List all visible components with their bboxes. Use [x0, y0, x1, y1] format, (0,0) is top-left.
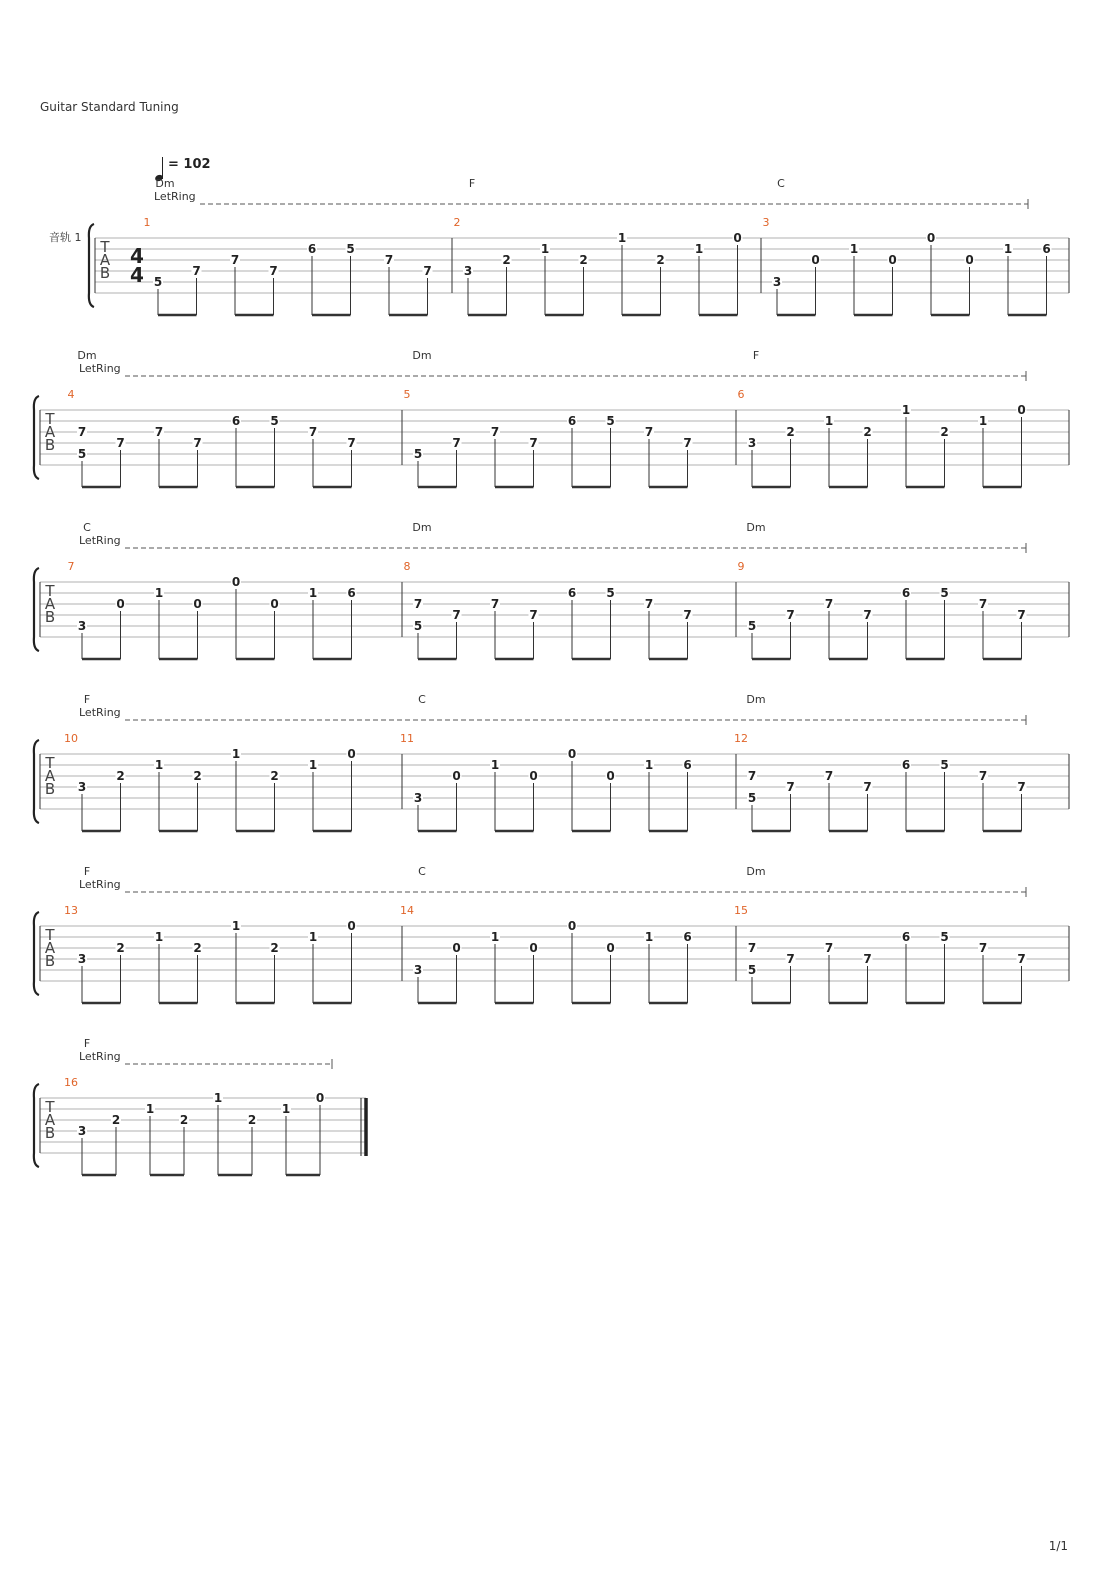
tuning-label: Guitar Standard Tuning [40, 100, 179, 114]
measure-number: 1 [143, 216, 151, 229]
measure-number: 6 [737, 388, 745, 401]
chord-name: F [83, 865, 91, 878]
tab-system-3 [0, 512, 1110, 682]
tab-clef-letter: T [100, 238, 110, 256]
measure-number: 10 [64, 732, 78, 745]
fret-number: 7 [423, 264, 432, 278]
fret-number: 1 [231, 747, 241, 761]
fret-number: 2 [656, 253, 665, 267]
fret-number: 3 [77, 780, 87, 794]
measure-number: 15 [734, 904, 748, 917]
fret-number: 7 [116, 436, 125, 450]
fret-number: 5 [413, 447, 423, 461]
fret-number: 7 [1017, 608, 1026, 622]
tab-clef-letter: T [45, 1098, 55, 1116]
measure-number: 14 [400, 904, 414, 917]
tab-system-2 [0, 340, 1110, 510]
fret-number: 3 [747, 436, 757, 450]
fret-number: 7 [230, 253, 240, 267]
measure-number: 16 [64, 1076, 78, 1089]
fret-number: 5 [270, 414, 279, 428]
fret-number: 7 [978, 941, 988, 955]
chord-name: Dm [77, 349, 97, 362]
fret-number: 6 [231, 414, 241, 428]
fret-number: 2 [193, 769, 202, 783]
fret-number: 5 [747, 963, 757, 977]
tab-clef-letter: B [44, 436, 56, 454]
measure-15 [734, 865, 1069, 1003]
fret-number: 7 [529, 436, 538, 450]
fret-number: 7 [863, 952, 872, 966]
fret-number: 7 [747, 941, 757, 955]
fret-number: 7 [824, 941, 834, 955]
chord-name: C [418, 693, 426, 706]
fret-number: 7 [786, 780, 795, 794]
measure-12 [734, 693, 1069, 831]
fret-number: 7 [644, 597, 654, 611]
fret-number: 7 [193, 436, 202, 450]
fret-number: 1 [644, 758, 654, 772]
fret-number: 7 [786, 952, 795, 966]
tab-clef-letter: A [44, 767, 56, 785]
fret-number: 1 [490, 930, 500, 944]
fret-number: 2 [270, 769, 279, 783]
fret-number: 2 [579, 253, 588, 267]
fret-number: 5 [940, 586, 949, 600]
tab-clef-letter: B [44, 952, 56, 970]
time-signature-top: 4 [130, 244, 144, 268]
fret-number: 1 [490, 758, 500, 772]
system-bracket [89, 224, 94, 307]
fret-number: 5 [413, 619, 423, 633]
fret-number: 5 [606, 414, 615, 428]
measure-number: 7 [67, 560, 75, 573]
fret-number: 1 [231, 919, 241, 933]
measure-number: 11 [400, 732, 414, 745]
tab-system-1 [0, 168, 1110, 338]
fret-number: 6 [567, 586, 577, 600]
fret-number: 1 [540, 242, 550, 256]
fret-number: 3 [77, 952, 87, 966]
fret-number: 5 [346, 242, 355, 256]
fret-number: 1 [978, 414, 988, 428]
let-ring-label: LetRing [79, 362, 121, 375]
let-ring-label: LetRing [154, 190, 196, 203]
fret-number: 1 [824, 414, 834, 428]
fret-number: 6 [901, 586, 911, 600]
system-bracket [34, 568, 39, 651]
fret-number: 7 [683, 436, 692, 450]
fret-number: 7 [192, 264, 201, 278]
fret-number: 1 [849, 242, 859, 256]
fret-number: 2 [111, 1113, 121, 1127]
measure-number: 9 [737, 560, 745, 573]
fret-number: 7 [77, 425, 87, 439]
fret-number: 7 [978, 597, 988, 611]
fret-number: 7 [490, 597, 500, 611]
tab-clef-letter: B [44, 780, 56, 798]
fret-number: 7 [269, 264, 278, 278]
fret-number: 1 [145, 1102, 155, 1116]
fret-number: 3 [772, 275, 782, 289]
fret-number: 0 [193, 597, 202, 611]
tab-clef-letter: A [99, 251, 111, 269]
chord-name: Dm [155, 177, 175, 190]
fret-number: 1 [308, 758, 318, 772]
fret-number: 2 [179, 1113, 189, 1127]
tempo-value: = 102 [168, 157, 211, 172]
tab-clef-letter: T [45, 582, 55, 600]
tab-clef-letter: B [44, 1124, 56, 1142]
fret-number: 2 [247, 1113, 257, 1127]
chord-name: F [83, 693, 91, 706]
measure-3 [763, 177, 1070, 315]
time-signature-bottom: 4 [130, 263, 144, 287]
tab-clef-letter: A [44, 423, 56, 441]
measure-11 [400, 693, 736, 831]
fret-number: 6 [683, 758, 692, 772]
fret-number: 7 [452, 608, 461, 622]
tab-system-5 [0, 856, 1110, 1026]
fret-number: 0 [1017, 403, 1026, 417]
chord-name: Dm [412, 521, 432, 534]
measure-number: 4 [67, 388, 75, 401]
system-bracket [34, 396, 39, 479]
let-ring-label: LetRing [79, 1050, 121, 1063]
track-name: 音轨 1 [49, 231, 82, 244]
fret-number: 3 [463, 264, 473, 278]
let-ring-label: LetRing [79, 706, 121, 719]
fret-number: 0 [270, 597, 279, 611]
fret-number: 1 [901, 403, 911, 417]
chord-name: C [777, 177, 785, 190]
fret-number: 5 [153, 275, 163, 289]
fret-number: 6 [1042, 242, 1051, 256]
fret-number: 0 [347, 919, 356, 933]
fret-number: 1 [617, 231, 627, 245]
fret-number: 1 [694, 242, 704, 256]
tab-clef-letter: T [45, 754, 55, 772]
fret-number: 7 [824, 769, 834, 783]
tab-clef-letter: T [45, 410, 55, 428]
tab-clef-letter: B [99, 264, 111, 282]
fret-number: 0 [733, 231, 742, 245]
fret-number: 0 [347, 747, 356, 761]
fret-number: 0 [965, 253, 974, 267]
fret-number: 5 [940, 930, 949, 944]
fret-number: 6 [567, 414, 577, 428]
fret-number: 1 [1003, 242, 1013, 256]
fret-number: 1 [644, 930, 654, 944]
fret-number: 0 [606, 941, 615, 955]
system-bracket [34, 740, 39, 823]
fret-number: 7 [490, 425, 500, 439]
fret-number: 5 [940, 758, 949, 772]
fret-number: 7 [452, 436, 461, 450]
measure-number: 2 [453, 216, 461, 229]
fret-number: 3 [413, 963, 423, 977]
let-ring-label: LetRing [79, 878, 121, 891]
tab-clef-letter: A [44, 1111, 56, 1129]
fret-number: 7 [747, 769, 757, 783]
fret-number: 7 [308, 425, 318, 439]
fret-number: 0 [116, 597, 125, 611]
fret-number: 1 [154, 758, 164, 772]
chord-name: Dm [746, 693, 766, 706]
measure-2 [454, 177, 762, 315]
measure-8 [404, 521, 737, 659]
fret-number: 3 [77, 1124, 87, 1138]
fret-number: 6 [347, 586, 356, 600]
fret-number: 7 [978, 769, 988, 783]
measure-number: 12 [734, 732, 748, 745]
fret-number: 5 [747, 619, 757, 633]
fret-number: 1 [308, 930, 318, 944]
fret-number: 2 [863, 425, 872, 439]
fret-number: 0 [811, 253, 820, 267]
fret-number: 0 [567, 919, 577, 933]
fret-number: 7 [1017, 780, 1026, 794]
measure-number: 8 [403, 560, 411, 573]
fret-number: 0 [529, 769, 538, 783]
fret-number: 7 [644, 425, 654, 439]
fret-number: 1 [154, 586, 164, 600]
fret-number: 6 [901, 758, 911, 772]
fret-number: 7 [1017, 952, 1026, 966]
fret-number: 6 [901, 930, 911, 944]
measure-14 [400, 865, 736, 1003]
chord-name: F [752, 349, 760, 362]
fret-number: 5 [77, 447, 87, 461]
chord-name: C [83, 521, 91, 534]
fret-number: 7 [413, 597, 423, 611]
page-number: 1/1 [1048, 1539, 1068, 1553]
fret-number: 0 [926, 231, 936, 245]
fret-number: 0 [567, 747, 577, 761]
fret-number: 7 [154, 425, 164, 439]
fret-number: 7 [384, 253, 394, 267]
chord-name: F [468, 177, 476, 190]
fret-number: 6 [307, 242, 317, 256]
measure-number: 5 [403, 388, 411, 401]
fret-number: 3 [77, 619, 87, 633]
measure-number: 13 [64, 904, 78, 917]
tab-clef-letter: A [44, 595, 56, 613]
fret-number: 5 [747, 791, 757, 805]
measure-number: 3 [762, 216, 770, 229]
fret-number: 2 [502, 253, 511, 267]
fret-number: 1 [213, 1091, 223, 1105]
fret-number: 2 [193, 941, 202, 955]
system-bracket [34, 1084, 39, 1167]
fret-number: 5 [606, 586, 615, 600]
fret-number: 0 [452, 941, 461, 955]
fret-number: 7 [863, 608, 872, 622]
fret-number: 0 [231, 575, 241, 589]
chord-name: Dm [746, 865, 766, 878]
system-bracket [34, 912, 39, 995]
fret-number: 2 [116, 769, 125, 783]
fret-number: 6 [683, 930, 692, 944]
fret-number: 7 [863, 780, 872, 794]
fret-number: 0 [606, 769, 615, 783]
tab-system-4 [0, 684, 1110, 854]
fret-number: 0 [315, 1091, 325, 1105]
chord-name: F [83, 1037, 91, 1050]
fret-number: 3 [413, 791, 423, 805]
fret-number: 2 [116, 941, 125, 955]
fret-number: 1 [308, 586, 318, 600]
tab-clef-letter: A [44, 939, 56, 957]
fret-number: 7 [529, 608, 538, 622]
tab-system-6 [0, 1028, 1110, 1198]
fret-number: 7 [786, 608, 795, 622]
measure-6 [738, 349, 1070, 487]
staff-lines [40, 1098, 366, 1153]
fret-number: 2 [940, 425, 949, 439]
fret-number: 7 [347, 436, 356, 450]
fret-number: 1 [154, 930, 164, 944]
fret-number: 7 [683, 608, 692, 622]
measure-5 [404, 349, 737, 487]
fret-number: 2 [786, 425, 795, 439]
chord-name: Dm [746, 521, 766, 534]
let-ring-label: LetRing [79, 534, 121, 547]
chord-name: Dm [412, 349, 432, 362]
fret-number: 0 [452, 769, 461, 783]
fret-number: 7 [824, 597, 834, 611]
fret-number: 2 [270, 941, 279, 955]
chord-name: C [418, 865, 426, 878]
tab-clef-letter: T [45, 926, 55, 944]
fret-number: 0 [529, 941, 538, 955]
fret-number: 0 [888, 253, 897, 267]
measure-9 [738, 521, 1070, 659]
fret-number: 1 [281, 1102, 291, 1116]
tab-clef-letter: B [44, 608, 56, 626]
